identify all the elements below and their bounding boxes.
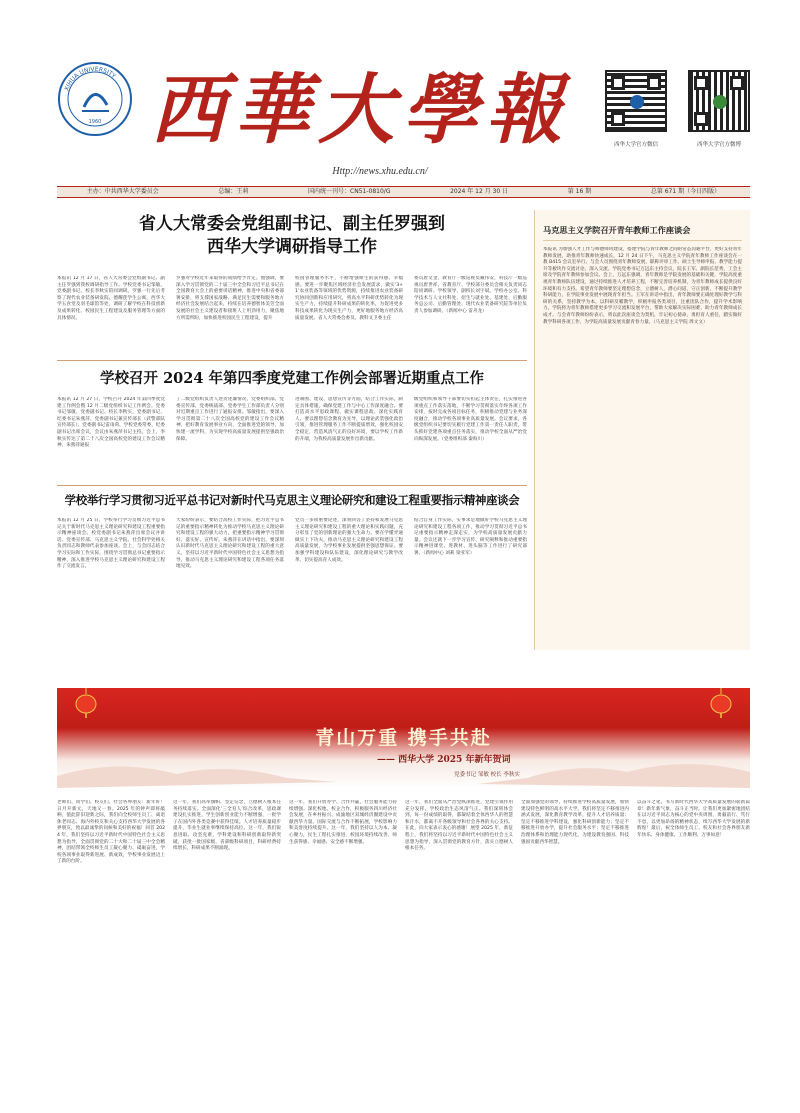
- university-logo: [57, 61, 133, 137]
- article1-title-line2: 西华大学调研指导工作: [207, 237, 377, 257]
- greeting-col4: 这一年，我们全面从严治党纵深推进，党建引领作用充分发挥，学校政治生态风清气正。我们深刻体会到，每一份成绩的取得，都凝结着全体西华人的智慧和汗水，都离不开各级领导和社会各界的关心支持。在此，向大家表示衷心的感谢！展望 2025 年，新征程上，我们将坚持以习近平新时代中国特色社会主义思想为指导，深入贯彻党的教育方针，落实立德树人根本任务。: [405, 800, 513, 852]
- total-issue: 总第 671 期（今日四版）: [650, 188, 721, 195]
- sidebar-box: [534, 210, 750, 650]
- new-year-banner: [57, 688, 750, 788]
- article2-col2: 了二级党组织负责人述责述廉情况，党委组织部、党委宣传部、党委统战部、党委学生工作部负责人分别对近期重点工作进行了通报安排。邹敏指出，要深入学习贯彻第二十八次全国高校党的建设工作会议精神，把好教育发展事业方向，全面推进党的领导，加快建一流学科，为实现学校高质量发展提供坚强政治保障。: [176, 397, 284, 442]
- article3-col3: 党员一多项重要论述，深刻回答了坚持和发展马克思主义理论研究和建设工程的重大理论和实践问题，充分彰显了党的创新理论的强大生命力。要在学懂弄通做实上下功夫，推动马克思主义理论研究和建设工程高质量发展，为学校事业发展提供坚强思想保证。要加强学科建设和队伍建设，深化理论研究与教学改革，切实提高育人成效。: [295, 518, 403, 563]
- info-bar: [57, 186, 750, 198]
- wechat-qr-code[interactable]: [605, 70, 667, 132]
- article3-col2: 大家纷纷表示，要结合高校工作实际，把习近平总书记的重要指示精神转化为推动学校马克思主义理论研究和建设工程的强大动力，把重要指示精神学习贯彻好、落实好、宣传好。朱燕萍在讲话中指出，要深刻认识新时代马克思主义理论研究和建设工程的重大意义，坚持以习近平新时代中国特色社会主义思想为指导，推动马克思主义理论研究和建设工程各项任务落地见效。: [176, 518, 284, 570]
- greeting-col1: 老师们、同学们、校友们、社会各界朋友：新年好！日月开新元，天地又一春。2025 年的钟声即将敲响，值此辞旧迎新之际，我们向全校师生员工、离退休老同志、海内外校友和关心支持西华大学发展的各界朋友，致以最诚挚的问候和美好的祝福！回首 2024 年，我们坚持以习近平新时代中国特色社会主义思想为指导，全面贯彻党的二十大和二十届三中全会精神，团结带领全校师生员工凝心聚力、砥砺奋进，学校各项事业取得新进展、新成效，学校事业发展迈上了新的台阶。: [57, 800, 165, 865]
- divider: [57, 360, 527, 361]
- lantern-icon: [75, 688, 97, 718]
- greeting-col6: 以奋斗之笔，书写新时代西华大学高质量发展的崭新篇章！新年新气象，奋斗正当时。让我们更加紧密地团结在以习近平同志为核心的党中央周围，勇毅前行、笃行不怠，以更加昂扬的精神状态，续写西华大学发展的新辉煌！最后，祝全体师生员工、校友和社会各界朋友新年快乐、身体健康、工作顺利、万事如意！: [637, 800, 750, 838]
- banner-subtitle: —— 西华大学 2025 年新年贺词: [377, 755, 511, 765]
- article1-title-line1: 省人大常委会党组副书记、副主任罗强到: [139, 214, 445, 234]
- chief-editor: 总编：王莉: [218, 188, 249, 195]
- masthead-title: 西華大學報: [150, 65, 570, 154]
- sidebar-title: 马克思主义学院召开青年教师工作座谈会: [543, 224, 742, 241]
- wechat-qr-label: 西华大学官方微信: [613, 142, 658, 148]
- lantern-icon: [710, 688, 732, 718]
- greeting-col5: 全面加强党的领导，持续推进学校高质量发展，加快建设特色鲜明的高水平大学。我们将坚定不移推进内涵式发展，深化教育教学改革，提升人才培养质量；坚定不移推进学科建设，强化科研创新能力；坚定不移推进开放办学，提升社会服务水平；坚定不移推进治理体系和治理能力现代化，为建设教育强国、科技强国贡献西华智慧。: [521, 800, 629, 845]
- svg-text:1960: 1960: [88, 119, 102, 125]
- sidebar-body: 本报讯 为加强人才工作与师德师风建设，搭建学院与青年教师之间的常态沟通平台，更好支持青年教师发展，助推青年教师快速成长，12 月 24 日下午，马克思主义学院青年教师工作座谈会在一教 B415 会议室举行。与会人员围绕青年教师发展、职称评审工作、硕士生导师申报、教学能力提升等板块作交流讨论，深入交流。学院党委书记万远东主持会议，院长王军、副院长范秀，工会主席及学院青年教师参加会议。会上，万远东强调，青年教师是学院发展的基础和关键，学院高度重视青年教师队伍建设，通过持续推进人才培养工程，不断完善培养机制，为青年教师成长提供良好环境和有力支持。希望青年教师要坚定理想信念，立德树人，潜心问道，守正创新，不断提升教学科研能力，在学院事业发展中展现青年担当。王军在讲话中指出，青年教师要正确处理好教学与科研的关系，坚持教学为本，以科研反哺教学，积极申报各类项目，注重团队合作，提升学术影响力。学院将为青年教师搭建更多学习交流和发展平台，帮助大家解决实际困难，助力青年教师成长成才。与会青年教师纷纷表示，将以此次座谈会为契机，牢记初心使命，勇担育人重任，踏实做好教学科研各项工作，为学院高质量发展贡献青春力量。（马克思主义学院 周文文）: [543, 247, 742, 325]
- banner-signers: 党委书记 邹敏 校长 李秋实: [454, 772, 520, 778]
- svg-text:XIHUA UNIVERSITY: XIHUA UNIVERSITY: [63, 65, 117, 92]
- article1-col2: 罗强对学校近年来取得的成绩给予肯定。他强调，要深入学习贯彻党的二十届三中全会和习近平总书记在全国教育大会上的重要讲话精神，推进中央和省委部署安排，将支撑国家战略、满足民生需要和服务地方经济社会发展结合起来，持续在培养德智体美劳全面发展的社会主义建设者和接班人上用劲用力，聚焦地方所需所盼，加快推进校园民生工程建设，提升: [176, 276, 284, 321]
- article3-title: 学校举行学习贯彻习近平总书记对新时代马克思主义理论研究和建设工程重要指示精神座谈会: [64, 493, 520, 507]
- article1-col1: 本报讯 12 月 17 日，省人大常委会党组副书记、副主任罗强到我校调研指导工作。学校党委书记邹敏、党委副书记、校长李秋实陪同调研。罗强一行先后考察了现代农业装备研发院、德耀莲学生公寓，西华大学五食堂及羽毛球馆等处，调研了解学校在科技创新及成果转化、校园民生工程建设及服务管理等方面的具体情况。: [57, 276, 165, 321]
- weibo-qr-code[interactable]: [688, 70, 750, 132]
- article3-col1: 本报讯 12 月 25 日，学校举行学习贯彻习近平总书记关于新时代马克思主义理论研究和建设工程重要指示精神座谈会。校党委副书记朱燕萍出席会议并讲话。党委宣传部、马克思主义学院、社会科学处相关负责同志和教师代表参加座谈。会上，与会同志结合学习实际和工作实际，围绕学习贯彻总书记重要指示精神、深入推进学校马克思主义理论研究和建设工程作了交流发言。: [57, 518, 165, 570]
- article2-col1: 本报讯 12 月 27 日，学校召开 2024 年第四季度党建工作例会暨 12 月二级党组织书记工作例会。党委书记邹敏、党委副书记、校长李秋实，党委副书记、纪委书记朱燕萍、党委副书记兼宣传部长（武警部队宣传部长）、党委副书记雷雨荷、学校党委常委、纪委副书记出席会议，会议由朱燕萍书记主持。会上，李秋实传达了第二十八次全国高校党的建设工作会议精神，朱燕萍通报: [57, 397, 165, 449]
- issue-date: 2024 年 12 月 30 日: [450, 188, 509, 195]
- article1-col3: 校园管理服务水平，不断增强师生的获得感、幸福感。要进一步聚焦区域经济社会发展需求，做实‘3+1’农业装备等领域的优势资源，持续推进农业装备研究协同创新和应用研究，将高水平科研优势转化为现实生产力，持续提升科研成果的转化率，为促进更多科技成果转化为现实生产力，更好地服务地方经济高质量发展。省人大常委会委员、教科文卫委主任: [295, 276, 403, 321]
- greeting-col3: 这一年，我们开放办学、合作共赢，社会服务能力持续增强。深化校地、校企合作，积极服务四川经济社会发展，在乡村振兴、成渝地区双城经济圈建设中贡献西华力量。国际交流与合作不断拓展，学校影响力和美誉度持续提升。这一年，我们坚持以人为本、凝心聚力，民生工程扎实推进，校园环境持续改善，师生获得感、幸福感、安全感不断增强。: [289, 800, 397, 845]
- masthead: [0, 0, 800, 185]
- serial-number: 国内统一刊号：CN51-0810/G: [308, 188, 391, 195]
- divider: [57, 485, 527, 486]
- organizer: 主办：中共西华大学委员会: [86, 188, 159, 195]
- masthead-url[interactable]: Http://news.xhu.edu.cn/: [332, 166, 428, 177]
- article2-title: 学校召开 2024 年第四季度党建工作例会部署近期重点工作: [100, 370, 484, 387]
- article1-col4: 委员唐文金，教育厅一级巡视员戴伟安，科技厅一级巡视员唐世祥，省教育厅、学校部分委员会相关负责同志陪同调研。学校领导、副校长刘宇斌，学校办公室、科学技术与人文社科处、招生与就业处、基建处、后勤服务总公司、后勤管理处、现代农业装备研究院等单位负责人参加调研。（新闻中心 雷舟龙）: [414, 276, 527, 314]
- banner-title: 青山万重 携手共赴: [315, 727, 492, 749]
- greeting-col2: 这一年，我们高举旗帜、坚定信念，立德树人根本任务持续落实。全面深化‘三全育人’综合改革，思政课建设扎实推进，学生创新创业能力不断增强，一批学子在国内外各类竞赛中获得佳绩。人才培养质量稳步提升，毕业生就业率继续保持高位。这一年，我们锐意进取、攻坚克难，学科建设和科研创新取得新突破，获批一批国家级、省部级科研项目，科研经费持续增长，科研成果不断涌现。: [173, 800, 281, 852]
- article1-title: [57, 213, 527, 259]
- article3-col4: 结合自身工作实际，实事求是地做好学校马克思主义理论研究和建设工程各项工作，推动学习贯彻习近平总书记重要指示精神走深走实，为学校高质量发展贡献力量。会议还就下一步学习宣传、研究阐释和推动重要指示精神进课堂、进教材、进头脑等工作进行了研究部署。（新闻中心 刘莉 梁亚军）: [414, 518, 527, 556]
- weibo-qr-label: 西华大学官方微博: [696, 142, 741, 148]
- issue-number: 第 16 期: [567, 188, 592, 195]
- article2-col3: 进制围、建设、思想宣传等方面，结合工作实际，制定具体措施，确保党建工作与中心工作深度融合。要打造高水平思政课程、做实课程思政、深化实践育人。要以理想信念教育为先导，以理论武装强化政治引领，推进管理服务工作不断提质增效，强化校园安全稳定，营造风清气正的良好环境，要以学校工作新的开端，为我校高质量发展作出新贡献。: [295, 397, 403, 442]
- article2-col4: 级党组织和领导干部要切实担起主体责任，扎实推进各项重点工作落实落地，不断学习贯彻落实年终各项工作安排，按时完成各项目标任务，积极推动党建与业务深度融合，推动学校各项事业高质量发展。会议要求，各级党组织书记要切实履行党建工作第一责任人职责，带头抓好党建各项重点任务落实，推动学校全面从严治党向纵深发展。（党委组织部 秦海川）: [414, 397, 527, 442]
